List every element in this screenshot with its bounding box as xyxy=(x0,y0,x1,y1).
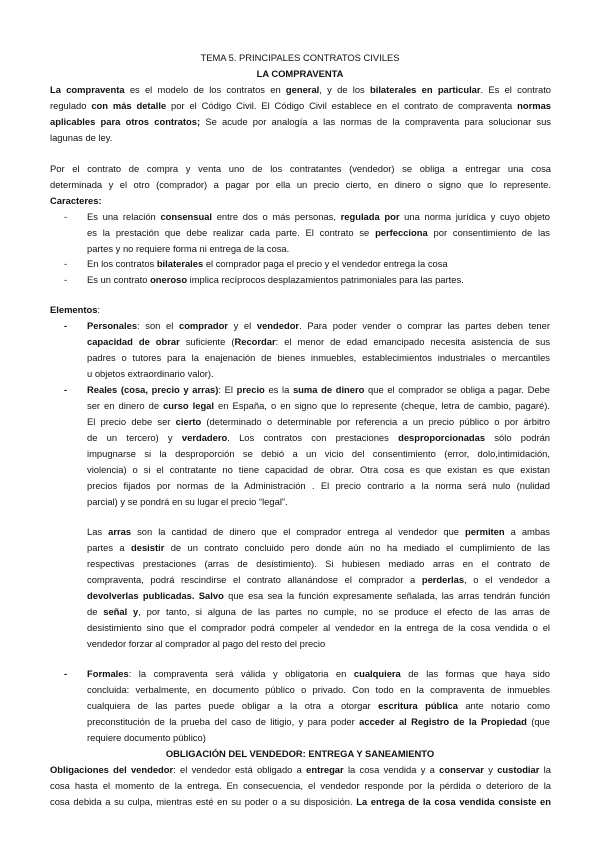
bold-text-run: consensual xyxy=(160,211,213,222)
text-run: la xyxy=(539,764,551,775)
list-dash: - xyxy=(64,320,68,331)
bold-text-run: compraventa xyxy=(66,84,125,95)
text-run: (determinado o determinable por referencia a un precio público o por árbitro xyxy=(201,416,550,427)
text-run: de las formas que haya sido xyxy=(400,668,550,679)
text-run: precios fijados por normas de la Administración . El precio contrario a la norma será nulo (nulidad xyxy=(87,480,550,491)
definition-line-2 xyxy=(50,177,551,193)
arras-line-6 xyxy=(87,604,550,620)
reales-line-1 xyxy=(87,382,550,398)
bold-text-run: escritura pública xyxy=(378,700,458,711)
bold-text-run: Formales xyxy=(87,668,129,679)
bold-text-run: Reales (cosa, precio y arras) xyxy=(87,384,219,395)
obligacion-line-3 xyxy=(50,794,551,810)
definition-line-1 xyxy=(50,161,551,177)
bold-text-run: general xyxy=(285,84,320,95)
reales-line-2 xyxy=(87,398,550,414)
caracteres-item-1-line-2 xyxy=(87,225,550,241)
arras-line-7 xyxy=(87,620,550,636)
bold-text-run: señal xyxy=(103,606,128,617)
bold-text-run: bilaterales xyxy=(156,258,204,269)
text-run: : El xyxy=(218,384,237,395)
text-run: : son el xyxy=(137,320,179,331)
text-run: implica recíprocos desplazamientos patrimoniales para las partes. xyxy=(187,274,464,285)
text-run: respectivas prestaciones (arras de desistimiento). Si hubiesen mediado arras en el contrato de xyxy=(87,558,550,569)
bold-text-run: normas xyxy=(517,100,551,111)
text-run: por el Código Civil. El Código Civil establece en el contrato de compraventa xyxy=(166,100,518,111)
text-run: suficiente ( xyxy=(179,336,235,347)
bold-text-run: cierto xyxy=(175,416,202,427)
reales-line-3 xyxy=(87,414,550,430)
text-run: , y de los xyxy=(319,84,370,95)
bold-text-run: verdadero xyxy=(181,432,228,443)
arras-line-8 xyxy=(87,636,325,652)
caracteres-item-3 xyxy=(87,272,464,288)
formales-line-5 xyxy=(87,730,206,746)
bold-text-run: La entrega de la cosa vendida consiste en xyxy=(356,796,551,807)
text-run: , por tanto, si alguna de las partes no cumple, no se produce el efecto de las arras de xyxy=(138,606,550,617)
elementos-heading xyxy=(50,302,100,318)
arras-line-5 xyxy=(87,588,550,604)
text-run: una norma jurídica y cuyo objeto xyxy=(399,211,550,222)
text-run: determinada y el otro (comprador) a pagar por ella un precio cierto, en dinero o signo que lo represente. xyxy=(50,179,551,190)
text-run: partes y no requiere forma ni entrega de la cosa. xyxy=(87,243,290,254)
list-dash: - xyxy=(64,668,68,679)
reales-line-5 xyxy=(87,446,550,462)
document-title: TEMA 5. PRINCIPALES CONTRATOS CIVILES xyxy=(200,52,400,63)
text-run: que el comprador se obliga a pagar. Debe xyxy=(364,384,551,395)
text-run: (que xyxy=(526,716,550,727)
bold-text-run: comprador xyxy=(178,320,228,331)
elementos-heading-colon: : xyxy=(97,304,101,315)
formales-line-2 xyxy=(87,682,550,698)
text-run: Es un contrato xyxy=(87,274,151,285)
text-run: es la xyxy=(264,384,293,395)
text-run: vendedor forzar al comprador al pago del resto del precio xyxy=(87,638,326,649)
personales-line-2 xyxy=(87,334,550,350)
text-run: sólo podrán xyxy=(485,432,551,443)
text-run: entre dos o más personas, xyxy=(212,211,341,222)
bold-text-run: Recordar xyxy=(234,336,276,347)
bold-text-run: Salvo xyxy=(198,590,224,601)
text-run: que esa sea la función expresamente señalada, las arras tendrán función xyxy=(223,590,550,601)
caracteres-item-1-line-1 xyxy=(87,209,550,225)
bold-text-run: curso legal xyxy=(163,400,215,411)
personales-line-3 xyxy=(87,350,550,366)
bold-text-run: y xyxy=(133,606,139,617)
text-run: padres o tutores para la enajenación de bienes inmuebles, establecimientos industriales o mercantiles xyxy=(87,352,550,363)
text-run: violencia) o si el contratante no tiene capacidad de obrar. Otra cosa es que existan es que existan xyxy=(87,464,550,475)
bold-text-run: aplicables para otros contratos; xyxy=(50,116,201,127)
text-run: impugnarse si la desproporción se debió a un vicio del consentimiento (error, dolo,intimidación, xyxy=(87,448,550,459)
reales-line-6 xyxy=(87,462,550,478)
text-run: cualquiera de las partes puede obligar a la otra a otorgar xyxy=(87,700,379,711)
intro-line-4 xyxy=(50,130,112,146)
bold-text-run: perderlas xyxy=(421,574,465,585)
caracteres-item-1-line-3 xyxy=(87,241,289,257)
text-run: Las xyxy=(87,526,109,537)
text-run: En los contratos xyxy=(87,258,157,269)
text-run: . Es el contrato xyxy=(480,84,552,95)
text-run: regulado xyxy=(50,100,92,111)
text-run: Por el contrato de compra y venta uno de los contratantes (vendedor) se obliga a entregar una cosa xyxy=(50,163,551,174)
bold-text-run: perfecciona xyxy=(375,227,428,238)
text-run: es la prestación que debe realizar cada parte. El contrato se xyxy=(87,227,376,238)
bold-text-run: capacidad de obrar xyxy=(87,336,180,347)
bold-text-run: arras xyxy=(108,526,132,537)
bold-text-run: entregar xyxy=(306,764,344,775)
section-title-compraventa: LA COMPRAVENTA xyxy=(256,68,344,79)
text-run: ante notario como xyxy=(457,700,550,711)
bold-text-run: devolverlas publicadas. xyxy=(87,590,195,601)
personales-line-4 xyxy=(87,366,214,382)
text-run: compraventa, podrá rescindirse el contrato allanándose el comprador a xyxy=(87,574,422,585)
arras-line-3 xyxy=(87,556,550,572)
text-run: desistimiento sino que el comprador podrá compeler al vendedor en la entrega de la cosa vendida o el xyxy=(87,622,550,633)
obligacion-line-2 xyxy=(50,778,551,794)
text-run: El precio debe ser xyxy=(87,416,176,427)
bold-text-run: vendedor xyxy=(256,320,300,331)
text-run: requiere documento público) xyxy=(87,732,206,743)
elementos-heading-text: Elementos xyxy=(50,304,98,315)
formales-line-1 xyxy=(87,666,550,682)
text-run: u objetos extraordinario valor). xyxy=(87,368,214,379)
text-run: cosa debida a su culpa, mientras esté en su poder o a su disposición. xyxy=(50,796,357,807)
reales-line-7 xyxy=(87,478,550,494)
text-run: : la compraventa será válida y obligatoria en xyxy=(128,668,354,679)
arras-line-2 xyxy=(87,540,550,556)
text-run: la cosa vendida y a xyxy=(343,764,440,775)
bold-text-run: desistir xyxy=(131,542,165,553)
text-run: es el modelo de los contratos en xyxy=(124,84,286,95)
caracteres-item-2 xyxy=(87,256,448,272)
caracteres-heading: Caracteres: xyxy=(50,195,102,206)
text-run: ser en dinero de xyxy=(87,400,164,411)
bold-text-run: Obligaciones del vendedor xyxy=(50,764,174,775)
bold-text-run: oneroso xyxy=(150,274,188,285)
bold-text-run: con más detalle xyxy=(91,100,167,111)
text-run: de un tercero) y xyxy=(87,432,182,443)
personales-line-1 xyxy=(87,318,550,334)
list-dash: - xyxy=(64,211,68,222)
text-run: son la cantidad de dinero que el comprador entrega al vendedor que xyxy=(131,526,466,537)
bold-text-run: regulada por xyxy=(340,211,400,222)
text-run: concluida: verbalmente, en documento público o privado. Con todo en la compraventa de inmuebles xyxy=(87,684,550,695)
arras-line-4 xyxy=(87,572,550,588)
text-run: : el vendedor está obligado a xyxy=(173,764,307,775)
bold-text-run: bilaterales en particular xyxy=(370,84,481,95)
intro-line-2 xyxy=(50,98,551,114)
bold-text-run: precio xyxy=(236,384,265,395)
text-run: Es una relación xyxy=(87,211,161,222)
text-run: partes a xyxy=(87,542,131,553)
reales-line-4 xyxy=(87,430,550,446)
text-run: preconstitución de la prueba del caso de litigio, y para poder xyxy=(87,716,360,727)
obligacion-line-1 xyxy=(50,762,551,778)
text-run: . Los contratos con prestaciones xyxy=(227,432,399,443)
arras-line-1 xyxy=(87,524,550,540)
text-run: , o el vendedor a xyxy=(464,574,551,585)
bold-text-run: cualquiera xyxy=(353,668,401,679)
text-run: lagunas de ley. xyxy=(50,132,113,143)
list-dash: - xyxy=(64,384,68,395)
text-run: y el xyxy=(227,320,257,331)
text-run: de un contrato concluido pero donde aún no ha mediado el cumplimiento de las xyxy=(164,542,550,553)
bold-text-run: suma de dinero xyxy=(292,384,365,395)
reales-line-8 xyxy=(87,494,288,510)
list-dash: - xyxy=(64,258,68,269)
bold-text-run: Personales xyxy=(87,320,138,331)
text-run: parcial) y se pondrá en su lugar el precio “legal”. xyxy=(87,496,288,507)
text-run: en España, o en signo que lo represente (cheque, letra de cambio, pagaré). xyxy=(214,400,550,411)
text-run: a ambas xyxy=(504,526,550,537)
intro-line-1 xyxy=(50,82,551,98)
text-run: y xyxy=(483,764,498,775)
bold-text-run: custodiar xyxy=(497,764,540,775)
formales-line-4 xyxy=(87,714,550,730)
text-run: por consentimiento de las xyxy=(427,227,550,238)
formales-line-3 xyxy=(87,698,550,714)
list-dash: - xyxy=(64,274,68,285)
text-run: Se acude por analogía a las normas de la compraventa para solucionar sus xyxy=(200,116,551,127)
text-run: de xyxy=(87,606,104,617)
section-title-obligacion: OBLIGACIÓN DEL VENDEDOR: ENTREGA Y SANEAMIENTO xyxy=(165,748,435,759)
bold-text-run: La xyxy=(50,84,67,95)
text-run: . Para poder vender o comprar las partes deben tener xyxy=(299,320,550,331)
bold-text-run: desproporcionadas xyxy=(398,432,486,443)
bold-text-run: permiten xyxy=(465,526,505,537)
text-run: : el menor de edad emancipado necesita asistencia de sus xyxy=(275,336,551,347)
text-run: cosa hasta el momento de la entrega. En consecuencia, el vendedor responde por la pérdida o deterioro de la xyxy=(50,780,551,791)
intro-line-3 xyxy=(50,114,551,130)
text-run: el comprador paga el precio y el vendedor entrega la cosa xyxy=(203,258,448,269)
bold-text-run: conservar xyxy=(439,764,484,775)
bold-text-run: acceder al Registro de la Propiedad xyxy=(359,716,527,727)
